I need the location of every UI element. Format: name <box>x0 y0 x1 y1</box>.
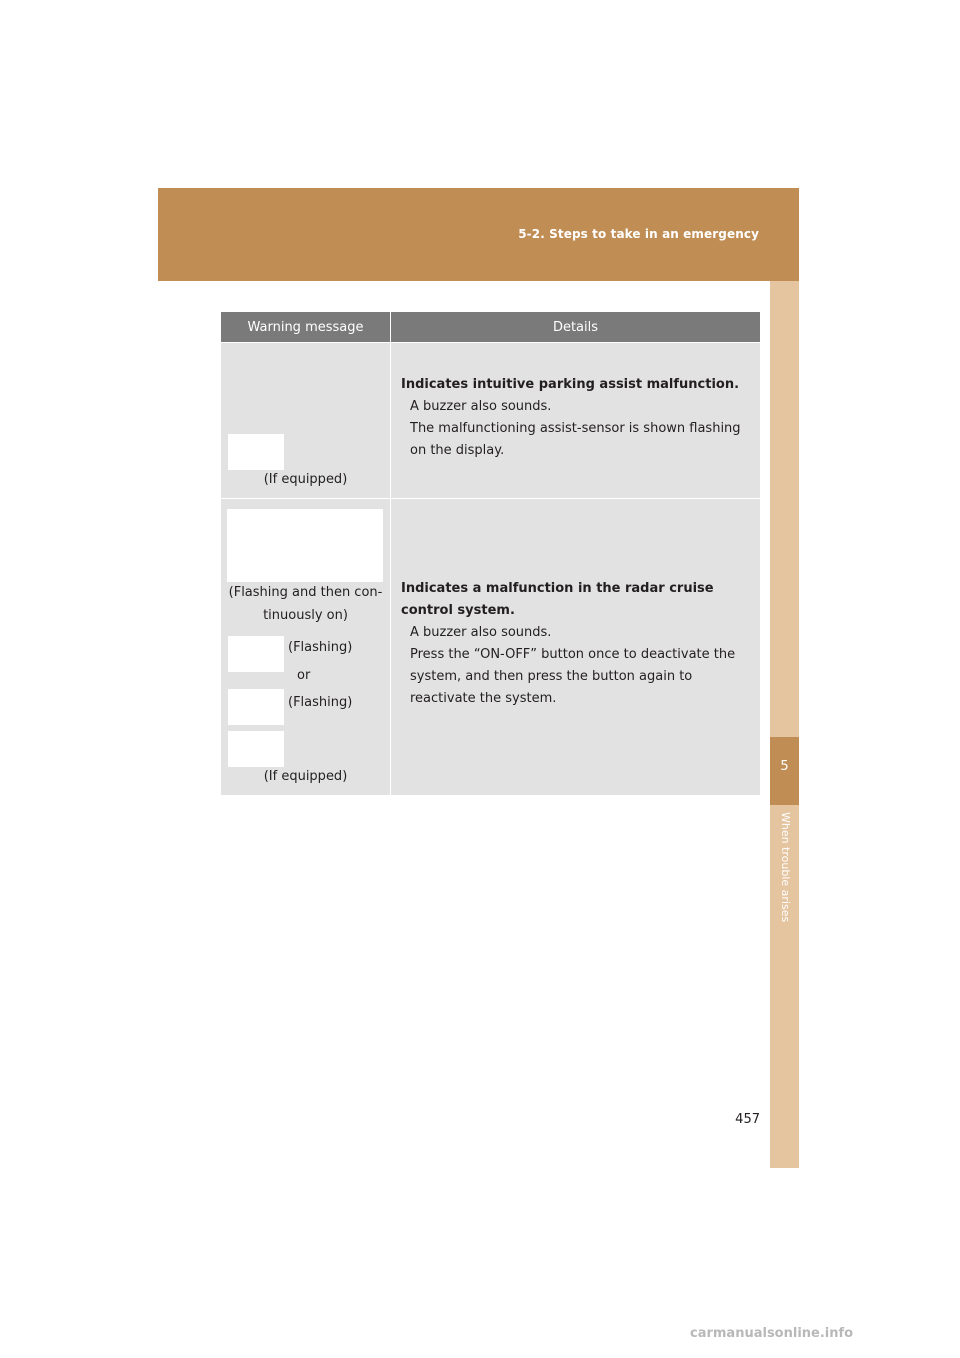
header-band <box>158 188 799 281</box>
details-cell <box>391 499 761 796</box>
warning-cell <box>221 499 391 796</box>
page-number: 457 <box>735 1112 760 1127</box>
cruise-control-indicator-icon <box>228 689 284 725</box>
radar-cruise-indicator-icon <box>228 636 284 672</box>
detail-line: A buzzer also sounds. <box>410 399 552 414</box>
chapter-side-strip <box>770 281 799 1168</box>
detail-line: The malfunctioning assist-sensor is shown flashing on the display. <box>410 421 741 458</box>
caption: (Flashing and then con- <box>228 585 383 600</box>
column-header-details: Details <box>391 312 761 343</box>
caption: (If equipped) <box>263 769 348 784</box>
warning-table <box>221 312 760 795</box>
caption: (If equipped) <box>263 472 348 487</box>
table-row <box>221 343 760 499</box>
table-row <box>221 499 760 796</box>
chapter-label: When trouble arises <box>779 812 792 923</box>
detail-line: A buzzer also sounds. <box>410 625 552 640</box>
details-cell <box>391 343 761 499</box>
caption: (Flashing) <box>288 640 353 655</box>
radar-cruise-warning-icon <box>227 509 383 582</box>
detail-title: Indicates intuitive parking assist malfunction. <box>401 377 740 392</box>
caption: tinuously on) <box>263 608 348 623</box>
column-header-warning: Warning message <box>221 312 391 343</box>
footer-watermark: carmanualsonline.info <box>690 1326 854 1341</box>
chapter-number: 5 <box>770 737 799 805</box>
warning-cell <box>221 343 391 499</box>
caption: (Flashing) <box>288 695 353 710</box>
section-title: 5-2. Steps to take in an emergency <box>518 227 759 241</box>
detail-line: Press the “ON-OFF” button once to deactivate the system, and then press the button again to reactivate the system. <box>410 647 736 706</box>
master-warning-icon <box>228 731 284 767</box>
caption: or <box>297 668 311 683</box>
detail-title: Indicates a malfunction in the radar cruise control system. <box>401 581 714 618</box>
parking-assist-warning-icon <box>228 434 284 470</box>
